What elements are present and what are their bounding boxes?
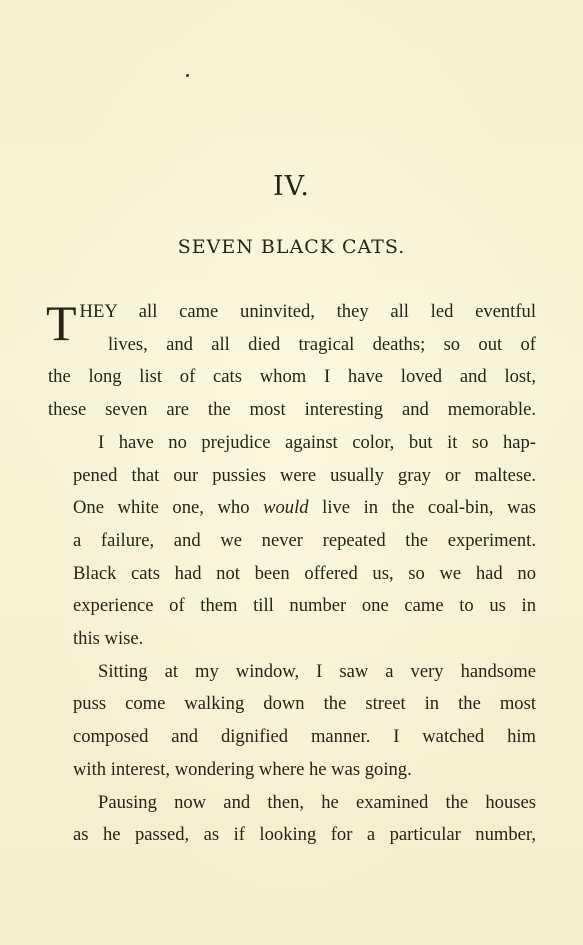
text-line: a failure, and we never repeated the experiment. [73, 529, 536, 551]
italic-word: would [263, 497, 309, 519]
text-line-with-italic [48, 492, 536, 525]
text-line: the long list of cats whom I have loved and lost, [48, 366, 536, 388]
text-line: I have no prejudice against color, but it so hap- [98, 431, 536, 453]
paragraph-4 [48, 787, 536, 852]
ink-speck [186, 74, 189, 77]
chapter-number: IV. [272, 171, 311, 202]
text-line: this wise. [73, 628, 144, 650]
paragraph-1 [48, 296, 536, 427]
paragraph-3 [48, 656, 536, 787]
paragraph-2 [48, 427, 536, 656]
text-line: these seven are the most interesting and memorable. [48, 399, 536, 421]
text-line: Black cats had not been offered us, so we had no [73, 562, 536, 584]
text-line: pened that our pussies were usually gray or maltese. [73, 464, 536, 486]
text-line: as he passed, as if looking for a particular number, [73, 824, 536, 846]
text-line: with interest, wondering where he was going. [73, 758, 412, 780]
text-line: composed and dignified manner. I watched him [73, 726, 536, 748]
text-segment: live in the coal-bin, was [308, 497, 536, 519]
text-line: puss come walking down the street in the most [73, 693, 536, 715]
text-segment: One white one, who [73, 497, 264, 519]
text-line: Pausing now and then, he examined the houses [98, 791, 536, 813]
chapter-title: SEVEN BLACK CATS. [177, 236, 406, 258]
text-line: HEY all came uninvited, they all led eventful [79, 301, 536, 322]
text-line: experience of them till number one came to us in [73, 595, 536, 617]
drop-cap: T [46, 295, 77, 351]
text-line: Sitting at my window, I saw a very handsome [98, 660, 536, 682]
chapter-body [48, 296, 536, 852]
text-line: lives, and all died tragical deaths; so out of [108, 333, 536, 355]
